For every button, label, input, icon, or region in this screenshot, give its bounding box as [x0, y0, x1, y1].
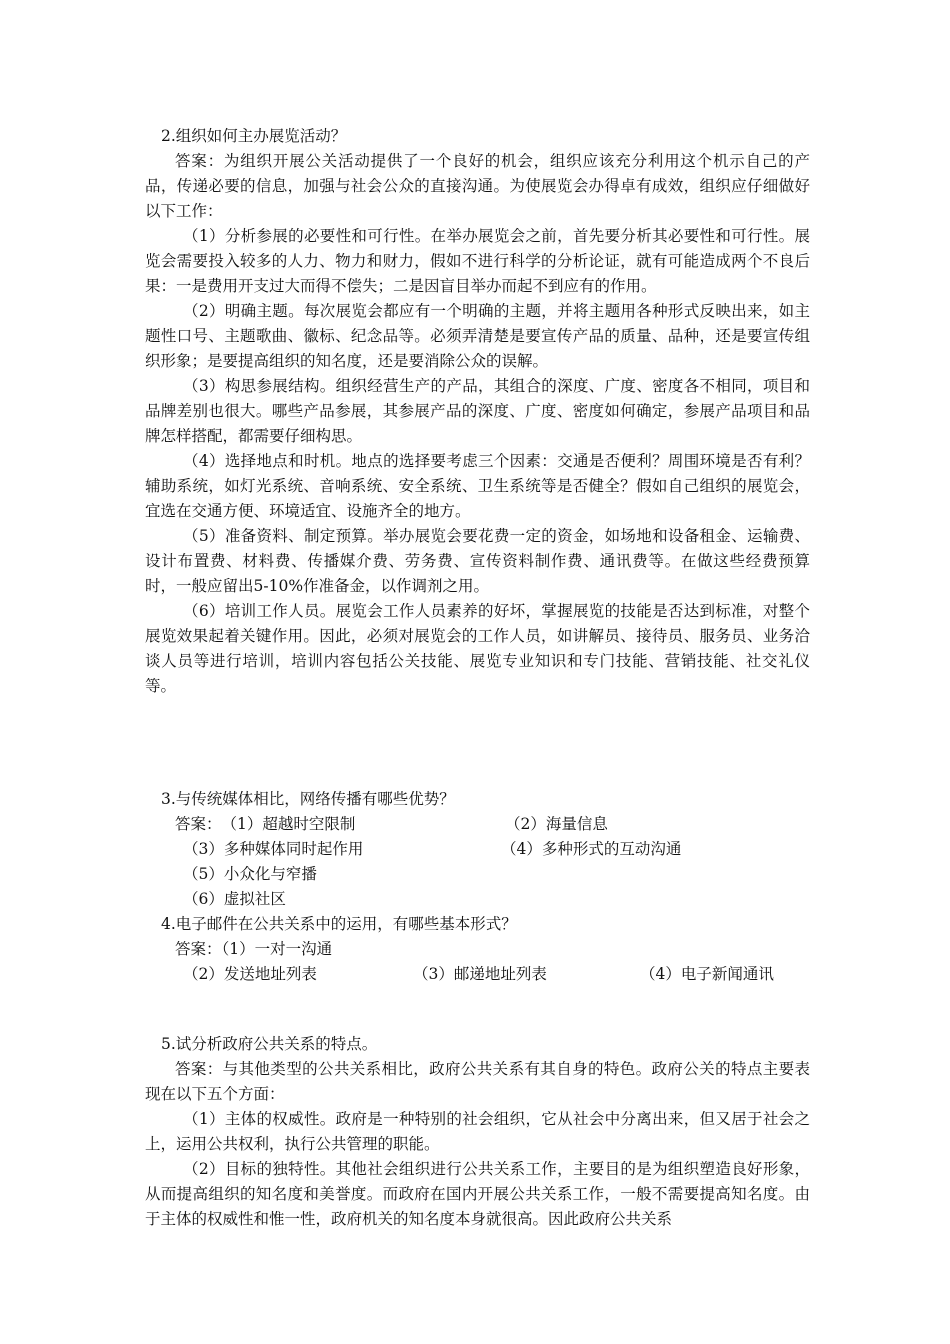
question-4-answer-3: （3）邮递地址列表 [413, 965, 547, 983]
question-3-answer-2: （2）海量信息 [505, 815, 608, 833]
question-2-item-1: （1）分析参展的必要性和可行性。在举办展览会之前，首先要分析其必要性和可行性。展览会需要投入较多的人力、物力和财力，假如不进行科学的分析论证，就有可能造成两个不良后果：一是费用开支过大而得不偿失；二是因盲目举办而起不到应有的作用。 [145, 227, 810, 295]
question-2-item-6: （6）培训工作人员。展览会工作人员素养的好坏，掌握展览的技能是否达到标准，对整个展览效果起着关键作用。因此，必须对展览会的工作人员，如讲解员、接待员、服务员、业务洽谈人员等进行培训，培训内容包括公关技能、展览专业知识和专门技能、营销技能、社交礼仪等。 [145, 602, 810, 695]
spacer [145, 987, 810, 1032]
question-4-answer-1: （1）一对一沟通 [221, 940, 333, 958]
document-page [145, 124, 810, 1232]
question-3-title: 3.与传统媒体相比，网络传播有哪些优势？ [161, 790, 455, 808]
question-4-answer-2: （2）发送地址列表 [183, 965, 317, 983]
spacer [145, 699, 810, 787]
question-2-title: 2.组织如何主办展览活动？ [161, 127, 347, 145]
question-4-answer-4: （4）电子新闻通讯 [640, 965, 774, 983]
question-3-answer-row-2 [145, 837, 810, 862]
question-3-answer-5: （5）小众化与窄播 [183, 865, 317, 883]
question-4-answer-row-2 [145, 962, 810, 987]
answer-label: 答案： [175, 940, 222, 958]
question-2-answer: 答案：为组织开展公关活动提供了一个良好的机会，组织应该充分利用这个机示自己的产品，传递必要的信息，加强与社会公众的直接沟通。为使展览会办得卓有成效，组织应仔细做好以下工作： [145, 152, 810, 220]
question-5-item-1: （1）主体的权威性。政府是一种特别的社会组织，它从社会中分离出来，但又居于社会之上，运用公共权利，执行公共管理的职能。 [145, 1110, 810, 1153]
question-3-answer-6: （6）虚拟社区 [183, 890, 286, 908]
question-4-title: 4.电子邮件在公共关系中的运用，有哪些基本形式？ [161, 915, 517, 933]
question-2-item-5: （5）准备资料、制定预算。举办展览会要花费一定的资金，如场地和设备租金、运输费、设计布置费、材料费、传播媒介费、劳务费、宣传资料制作费、通讯费等。在做这些经费预算时，一般应留出5-10%作准备金，以作调剂之用。 [145, 527, 810, 595]
question-3-answer-1: （1）超越时空限制 [221, 815, 356, 833]
question-5-answer: 答案：与其他类型的公共关系相比，政府公共关系有其自身的特色。政府公关的特点主要表现在以下五个方面： [145, 1060, 810, 1103]
question-3-answer-row-1 [145, 812, 810, 837]
question-4-answer-row-1 [145, 937, 810, 962]
question-3-answer-3: （3）多种媒体同时起作用 [183, 840, 364, 858]
question-5-item-2: （2）目标的独特性。其他社会组织进行公共关系工作，主要目的是为组织塑造良好形象，从而提高组织的知名度和美誉度。而政府在国内开展公共关系工作，一般不需要提高知名度。由于主体的权威性和惟一性，政府机关的知名度本身就很高。因此政府公共关系 [145, 1160, 810, 1228]
question-2-item-4: （4）选择地点和时机。地点的选择要考虑三个因素：交通是否便利？周围环境是否有利？辅助系统，如灯光系统、音响系统、安全系统、卫生系统等是否健全？假如自己组织的展览会，宜选在交通方便、环境适宜、设施齐全的地方。 [145, 452, 810, 520]
question-5-title: 5.试分析政府公共关系的特点。 [161, 1035, 378, 1053]
question-3-answer-4: （4）多种形式的互动沟通 [501, 840, 682, 858]
answer-label: 答案： [175, 815, 222, 833]
question-2-item-3: （3）构思参展结构。组织经营生产的产品，其组合的深度、广度、密度各不相同，项目和品牌差别也很大。哪些产品参展，其参展产品的深度、广度、密度如何确定，参展产品项目和品牌怎样搭配，都需要仔细构思。 [145, 377, 810, 445]
question-2-item-2: （2）明确主题。每次展览会都应有一个明确的主题，并将主题用各种形式反映出来，如主题性口号、主题歌曲、徽标、纪念品等。必须弄清楚是要宣传产品的质量、品种，还是要宣传组织形象；是要提高组织的知名度，还是要消除公众的误解。 [145, 302, 810, 370]
